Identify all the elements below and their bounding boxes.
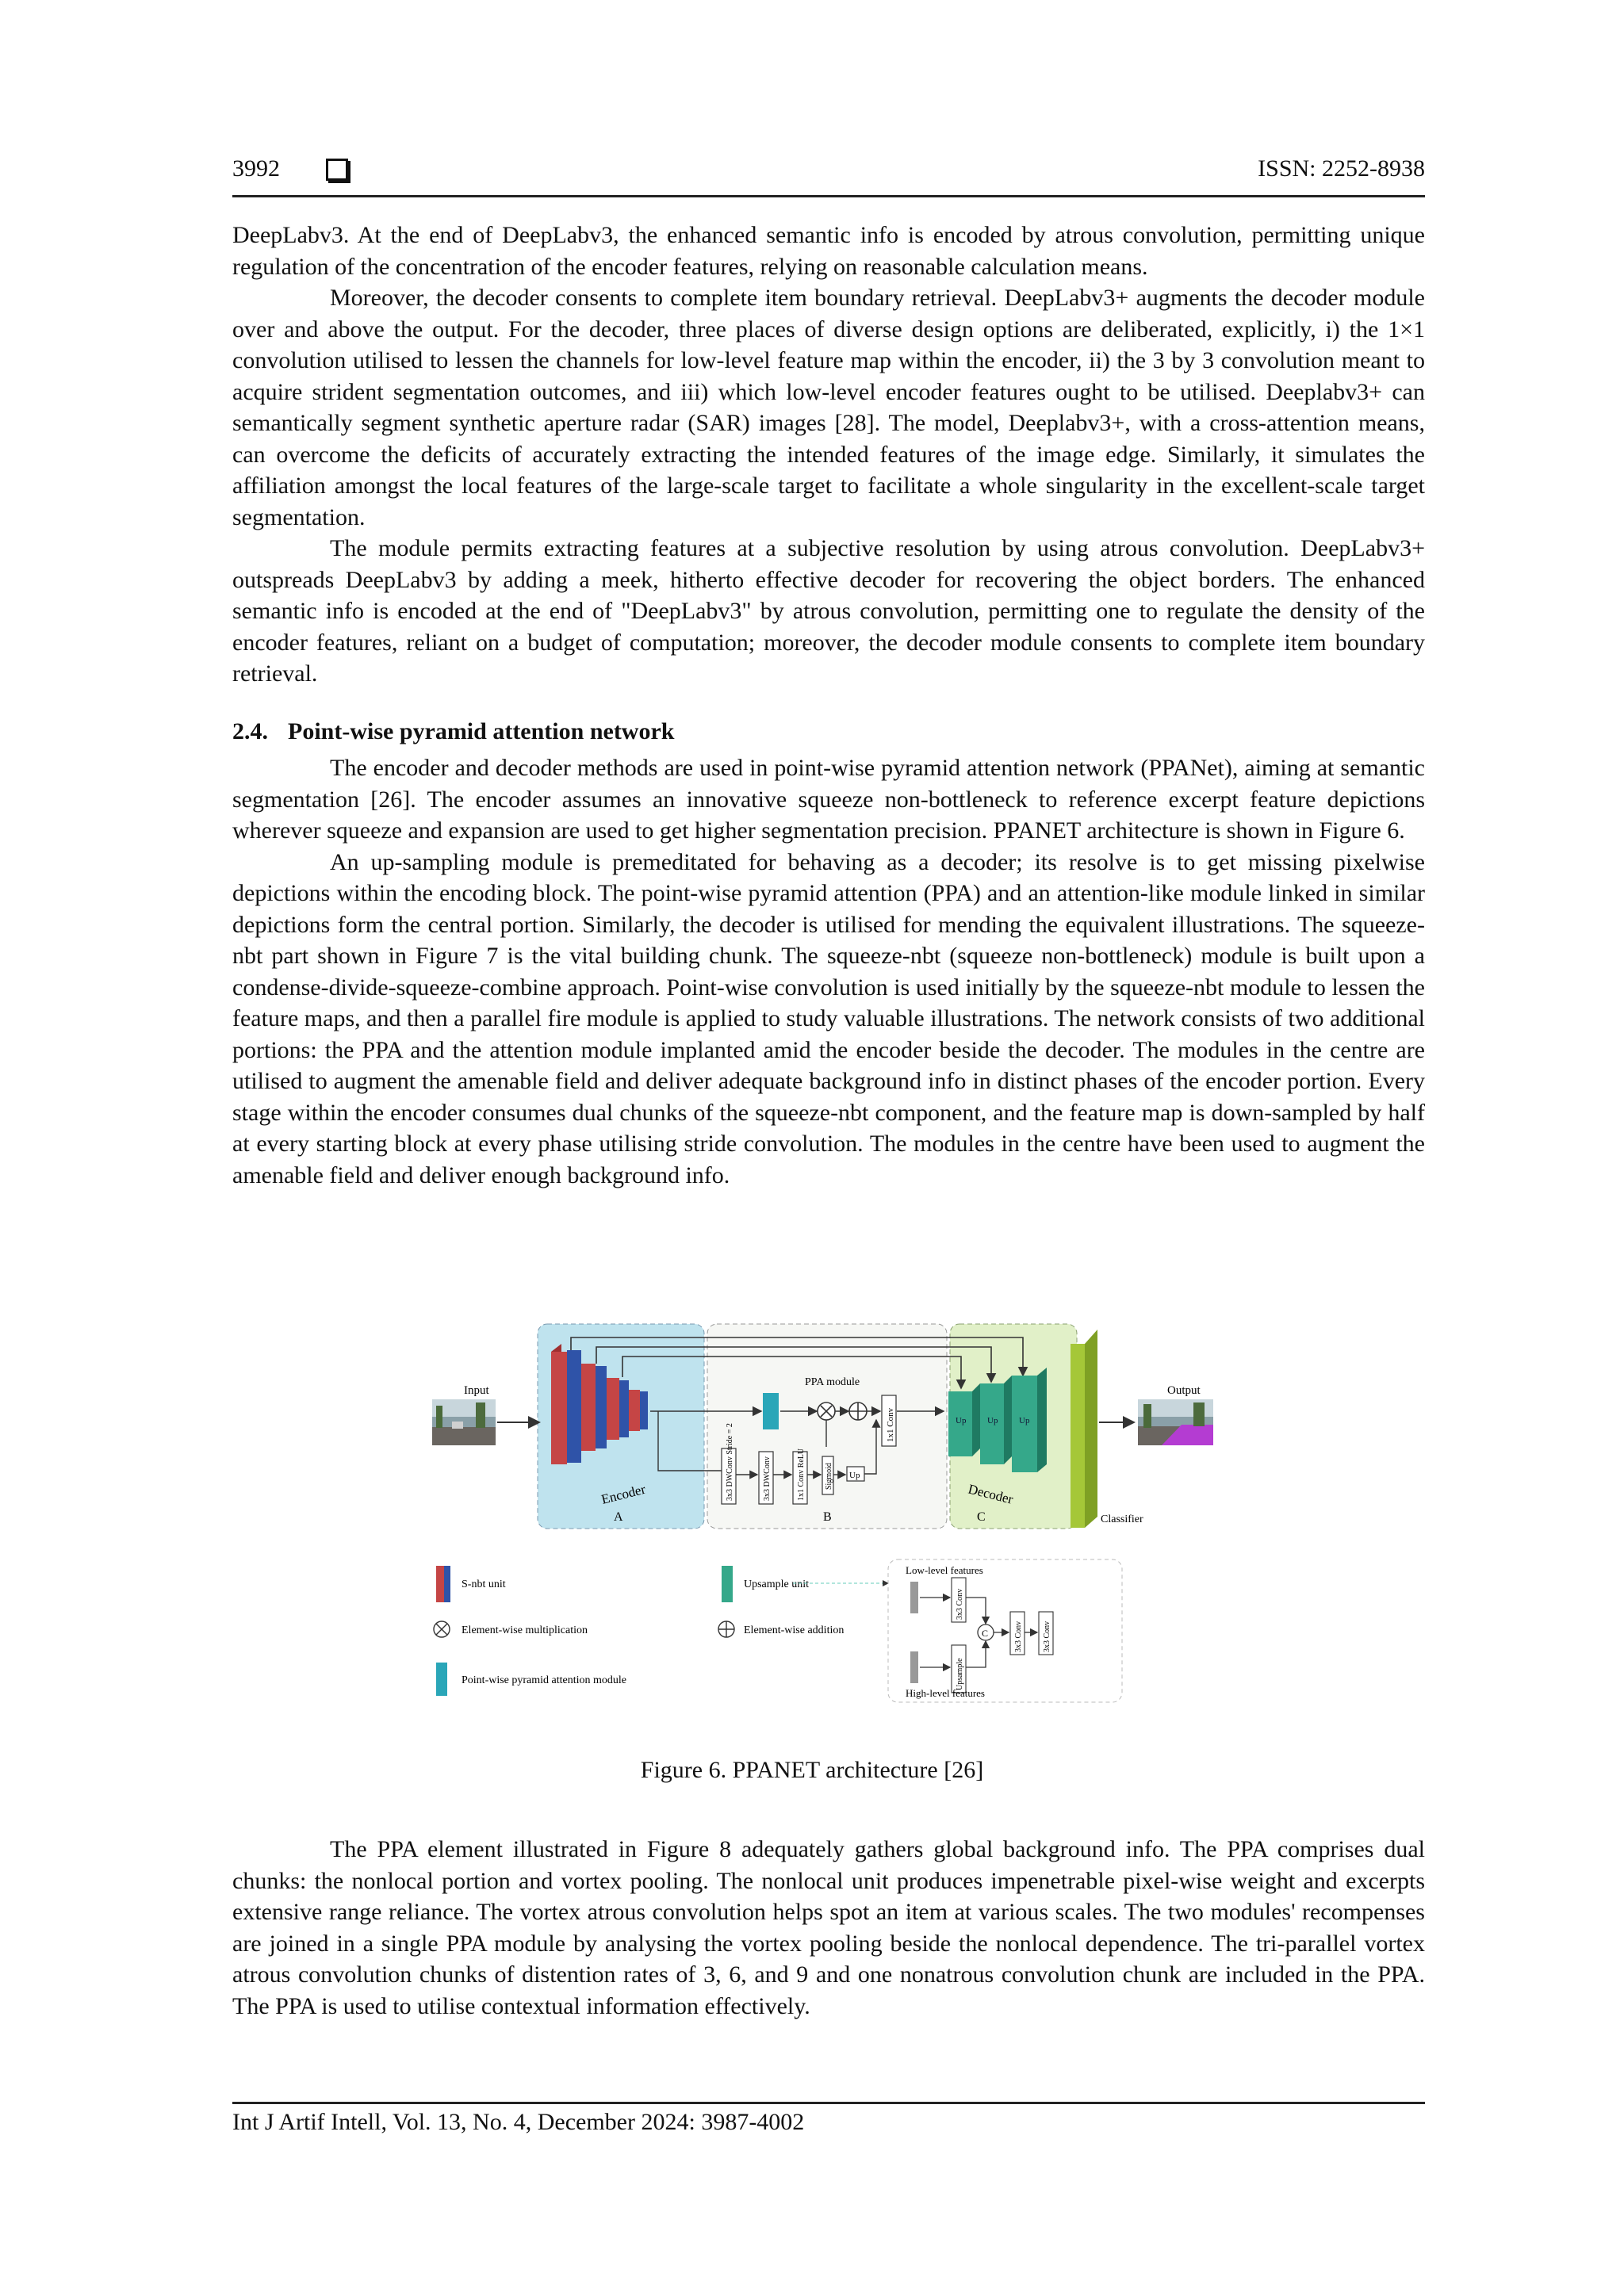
paragraph: An up-sampling module is premeditated for behaving as a decoder; its resolve is to get missing pixelwise depictions within the encoding block. The point-wise pyramid attention (PPA) and an attention-like module linked in similar depictions form the central portion. Similarly, the decoder is utilised for mending the equivalent illustrations. The squeeze-nbt part shown in Figure 7 is the vital building chunk. The squeeze-nbt (squeeze non-bottleneck) module is built upon a condense-divide-squeeze-combine approach. Point-wise convolution is used initially by the squeeze-nbt module to lessen the feature maps, and then a parallel fire module is applied to study valuable illustrations. The network consists of two additional portions: the PPA and the attention module implanted amid the encoder beside the decoder. The modules in the centre are utilised to augment the amenable field and deliver adequate background info in distinct phases of the encoder portion. Every stage within the encoder consumes dual chunks of the squeeze-nbt component, and the feature map is down-sampled by half at every starting block at every phase utilising stride convolution. The modules in the centre have been used to augment the amenable field and deliver enough background info. [232, 848, 1425, 1188]
output-image [1138, 1399, 1213, 1445]
paragraph: Moreover, the decoder consents to complete item boundary retrieval. DeepLabv3+ augments the decoder module over and above the output. For the decoder, three places of diverse design options are deliberated, explicitly, i) the 1×1 convolution utilised to lessen the channels for low-level feature map within the encoder, ii) the 3 by 3 convolution meant to acquire strident segmentation outcomes, and iii) which low-level encoder features ought to be utilised. Deeplabv3+ can semantically segment synthetic aperture radar (SAR) images [28]. The model, Deeplabv3+, with a cross-attention means, can overcome the deficits of accurately extracting the intended features of the image edge. Similarly, it simulates the affiliation amongst the local features of the large-scale target to facilitate a whole singularity in the excellent-scale target segmentation. [232, 285, 1425, 530]
low-level-label: Low-level features [906, 1564, 983, 1576]
svg-text:Up: Up [987, 1416, 998, 1425]
section-number: 2.4. [232, 718, 268, 744]
high-level-label: High-level features [906, 1687, 985, 1699]
issn: ISSN: 2252-8938 [1258, 155, 1425, 182]
page-footer [232, 2102, 1425, 2136]
body-text-bottom [232, 1834, 1425, 2022]
dwconv-stride-label: 3x3 DWConv Stride = 2 [726, 1423, 734, 1501]
paragraph: The encoder and decoder methods are used in point-wise pyramid attention network (PPANet), aiming at semantic segmentation [26]. The encoder assumes an innovative squeeze non-bottleneck to reference excerpt feature depictions wherever squeeze and expansion are used to get higher segmentation precision. PPANET architecture is shown in Figure 6. [232, 755, 1425, 844]
dwconv-label: 3x3 DWConv [763, 1456, 772, 1501]
section-title: Point-wise pyramid attention network [288, 718, 675, 744]
encoder-label: Encoder [599, 1481, 647, 1507]
input-image [432, 1399, 496, 1445]
footer-citation: Int J Artif Intell, Vol. 13, No. 4, December 2024: 3987-4002 [232, 2109, 805, 2135]
upsample-detail [888, 1559, 1122, 1702]
block-a-label: A [614, 1510, 623, 1524]
legend-add-label: Element-wise addition [744, 1624, 845, 1636]
body-text-mid [232, 752, 1425, 1191]
block-b-label: B [823, 1510, 832, 1524]
figure-caption: Figure 6. PPANET architecture [26] [640, 1757, 984, 1783]
ppanet-diagram [420, 1320, 1245, 1732]
block-c-label: C [977, 1510, 986, 1524]
ppa-block-bg [707, 1324, 947, 1529]
output-label: Output [1167, 1384, 1201, 1397]
svg-text:Up: Up [1019, 1416, 1030, 1425]
classifier-label: Classifier [1101, 1513, 1143, 1525]
section-heading [232, 718, 674, 745]
conv-relu-label: 1x1 Conv ReLU [797, 1448, 806, 1501]
body-text-top [232, 220, 1425, 690]
legend-mult-label: Element-wise multiplication [462, 1624, 588, 1636]
figure-ppanet-architecture [420, 1320, 1245, 1732]
checkbox-square-icon [326, 159, 348, 181]
classifier-unit [1071, 1330, 1097, 1528]
svg-text:Up: Up [956, 1416, 967, 1425]
ppa-module-label: PPA module [805, 1376, 860, 1388]
up-label: Up [849, 1471, 860, 1480]
svg-text:3x3 Conv: 3x3 Conv [1043, 1621, 1051, 1652]
upsample-label: Upsample [956, 1658, 964, 1690]
conv-1x1-label: 1x1 Conv [886, 1407, 895, 1442]
page-number: 3992 [232, 155, 280, 182]
legend-snbt-label: S-nbt unit [462, 1578, 506, 1590]
concat-label: C [982, 1628, 989, 1639]
input-label: Input [464, 1384, 489, 1397]
paragraph: The PPA element illustrated in Figure 8 adequately gathers global background info. The PPA comprises dual chunks: the nonlocal portion and vortex pooling. The nonlocal unit produces impenetrable pixel-wise weight and excerpts extensive range reliance. The vortex atrous convolution helps spot an item at various scales. The two modules' recompenses are joined in a single PPA module by analysing the vortex pooling beside the nonlocal dependence. The tri-parallel vortex atrous convolution chunks of distention rates of 3, 6, and 9 and one nonatrous convolution chunk are included in the PPA. The PPA is used to utilise contextual information effectively. [232, 1836, 1425, 2019]
decoder-label: Decoder [967, 1481, 1015, 1507]
svg-text:3x3 Conv: 3x3 Conv [1014, 1621, 1023, 1652]
legend-ppa-label: Point-wise pyramid attention module [462, 1674, 627, 1686]
sigmoid-label: Sigmoid [825, 1463, 833, 1490]
legend [434, 1566, 888, 1696]
conv-3x3-label: 3x3 Conv [956, 1588, 964, 1620]
legend-upsample-label: Upsample unit [744, 1578, 810, 1590]
page-header [232, 155, 1425, 197]
paragraph: The module permits extracting features at a subjective resolution by using atrous convolution. DeepLabv3+ outspreads DeepLabv3 by adding a meek, hitherto effective decoder for recovering the object borders. The enhanced semantic info is encoded at the end of "DeepLabv3" by atrous convolution, permitting one to regulate the density of the encoder features, reliant on a budget of computation; moreover, the decoder module consents to complete item boundary retrieval. [232, 535, 1425, 687]
paragraph: DeepLabv3. At the end of DeepLabv3, the enhanced semantic info is encoded by atrous convolution, permitting unique regulation of the concentration of the encoder features, relying on reasonable calculation means. [232, 222, 1425, 280]
ppa-module-icon [763, 1393, 779, 1429]
